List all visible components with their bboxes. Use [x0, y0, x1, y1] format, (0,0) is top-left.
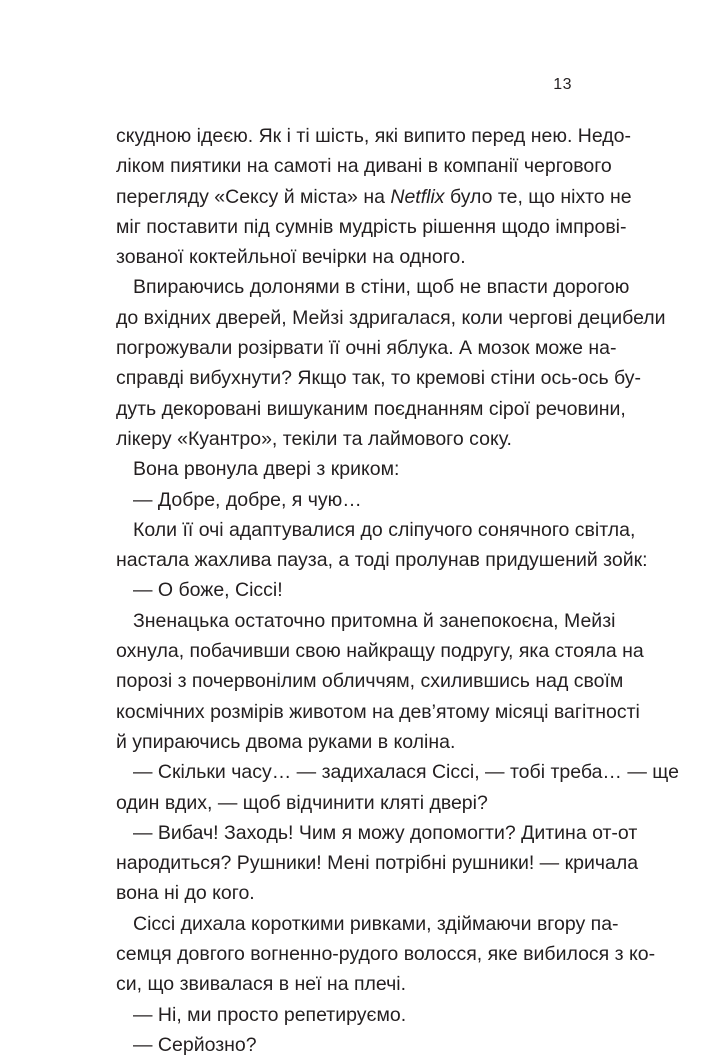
dialogue-line	[116, 757, 679, 818]
text-before-italic: перегляду «Сексу й міста» на	[116, 185, 391, 208]
text-line: — О боже, Сіссі!	[133, 579, 283, 602]
body-text	[116, 121, 679, 1060]
text-line: космічних розмірів животом на дев’ятому місяці вагітності	[116, 700, 640, 723]
text-line: скудною ідеєю. Як і ті шість, які випито перед нею. Недо-	[116, 125, 631, 147]
paragraph	[116, 606, 644, 757]
text-line: зованої коктейльної вечірки на одного.	[116, 246, 466, 269]
dialogue-line	[116, 485, 598, 515]
dialogue-line	[116, 1000, 598, 1030]
text-line: дуть декоровані вишуканим поєднанням сірої речовини,	[116, 397, 626, 420]
text-line: — Ні, ми просто репетируємо.	[133, 1003, 407, 1026]
page-number: 13	[553, 76, 572, 93]
text-line: охнула, побачивши свою найкращу подругу, яка стояла на	[116, 640, 644, 663]
text-line: Коли її очі адаптувалися до сліпучого сонячного світла,	[133, 518, 636, 541]
text-after-italic: було те, що ніхто не	[444, 185, 632, 208]
text-line: — Серйозно?	[133, 1033, 257, 1056]
text-line: Зненацька остаточно притомна й занепокоєна, Мейзі	[133, 609, 616, 632]
dialogue-line	[116, 575, 598, 605]
text-line: лікеру «Куантро», текіли та лаймового соку.	[116, 427, 512, 450]
paragraph	[116, 272, 666, 454]
paragraph	[116, 454, 598, 484]
paragraph	[116, 121, 632, 272]
italic-title: Netflix	[390, 185, 445, 208]
text-line: до вхідних дверей, Мейзі здригалася, коли чергові децибели	[116, 306, 666, 329]
text-line-with-italic	[116, 182, 632, 212]
text-line: вона ні до кого.	[116, 882, 255, 905]
paragraph	[116, 515, 648, 576]
text-line: настала жахлива пауза, а тоді пролунав придушений зойк:	[116, 549, 648, 572]
text-line: семця довгого вогненно-рудого волосся, яке вибилося з ко-	[116, 943, 656, 966]
dialogue-line	[116, 818, 639, 909]
text-line: й упираючись двома руками в коліна.	[116, 730, 456, 753]
text-line: — Вибач! Заходь! Чим я можу допомогти? Дитина от-от	[133, 821, 638, 844]
text-line: ліком пиятики на самоті на дивані в компанії чергового	[116, 155, 612, 178]
text-line: — Скільки часу… — задихалася Сіссі, — тобі треба… — ще	[133, 761, 679, 784]
text-line: погрожували розірвати її очні яблука. А мозок може на-	[116, 337, 617, 360]
text-line: — Добре, добре, я чую…	[133, 488, 362, 511]
text-line: Впираючись долонями в стіни, щоб не впасти дорогою	[133, 276, 630, 299]
text-line: один вдих, — щоб відчинити кляті двері?	[116, 791, 488, 814]
text-line: си, що звивалася в неї на плечі.	[116, 973, 406, 996]
dialogue-line	[116, 1030, 598, 1060]
text-line: справді вибухнути? Якщо так, то кремові стіни ось-ось бу-	[116, 367, 642, 390]
text-line: порозі з почервонілим обличчям, схилившись над своїм	[116, 670, 624, 693]
text-line: Сіссі дихала короткими ривками, здіймаючи вгору па-	[133, 912, 619, 935]
text-line: Вона рвонула двері з криком:	[133, 458, 400, 481]
text-line: міг поставити під сумнів мудрість рішення щодо імпрові-	[116, 215, 627, 238]
paragraph	[116, 909, 656, 1000]
text-line: народиться? Рушники! Мені потрібні рушники! — кричала	[116, 852, 639, 875]
